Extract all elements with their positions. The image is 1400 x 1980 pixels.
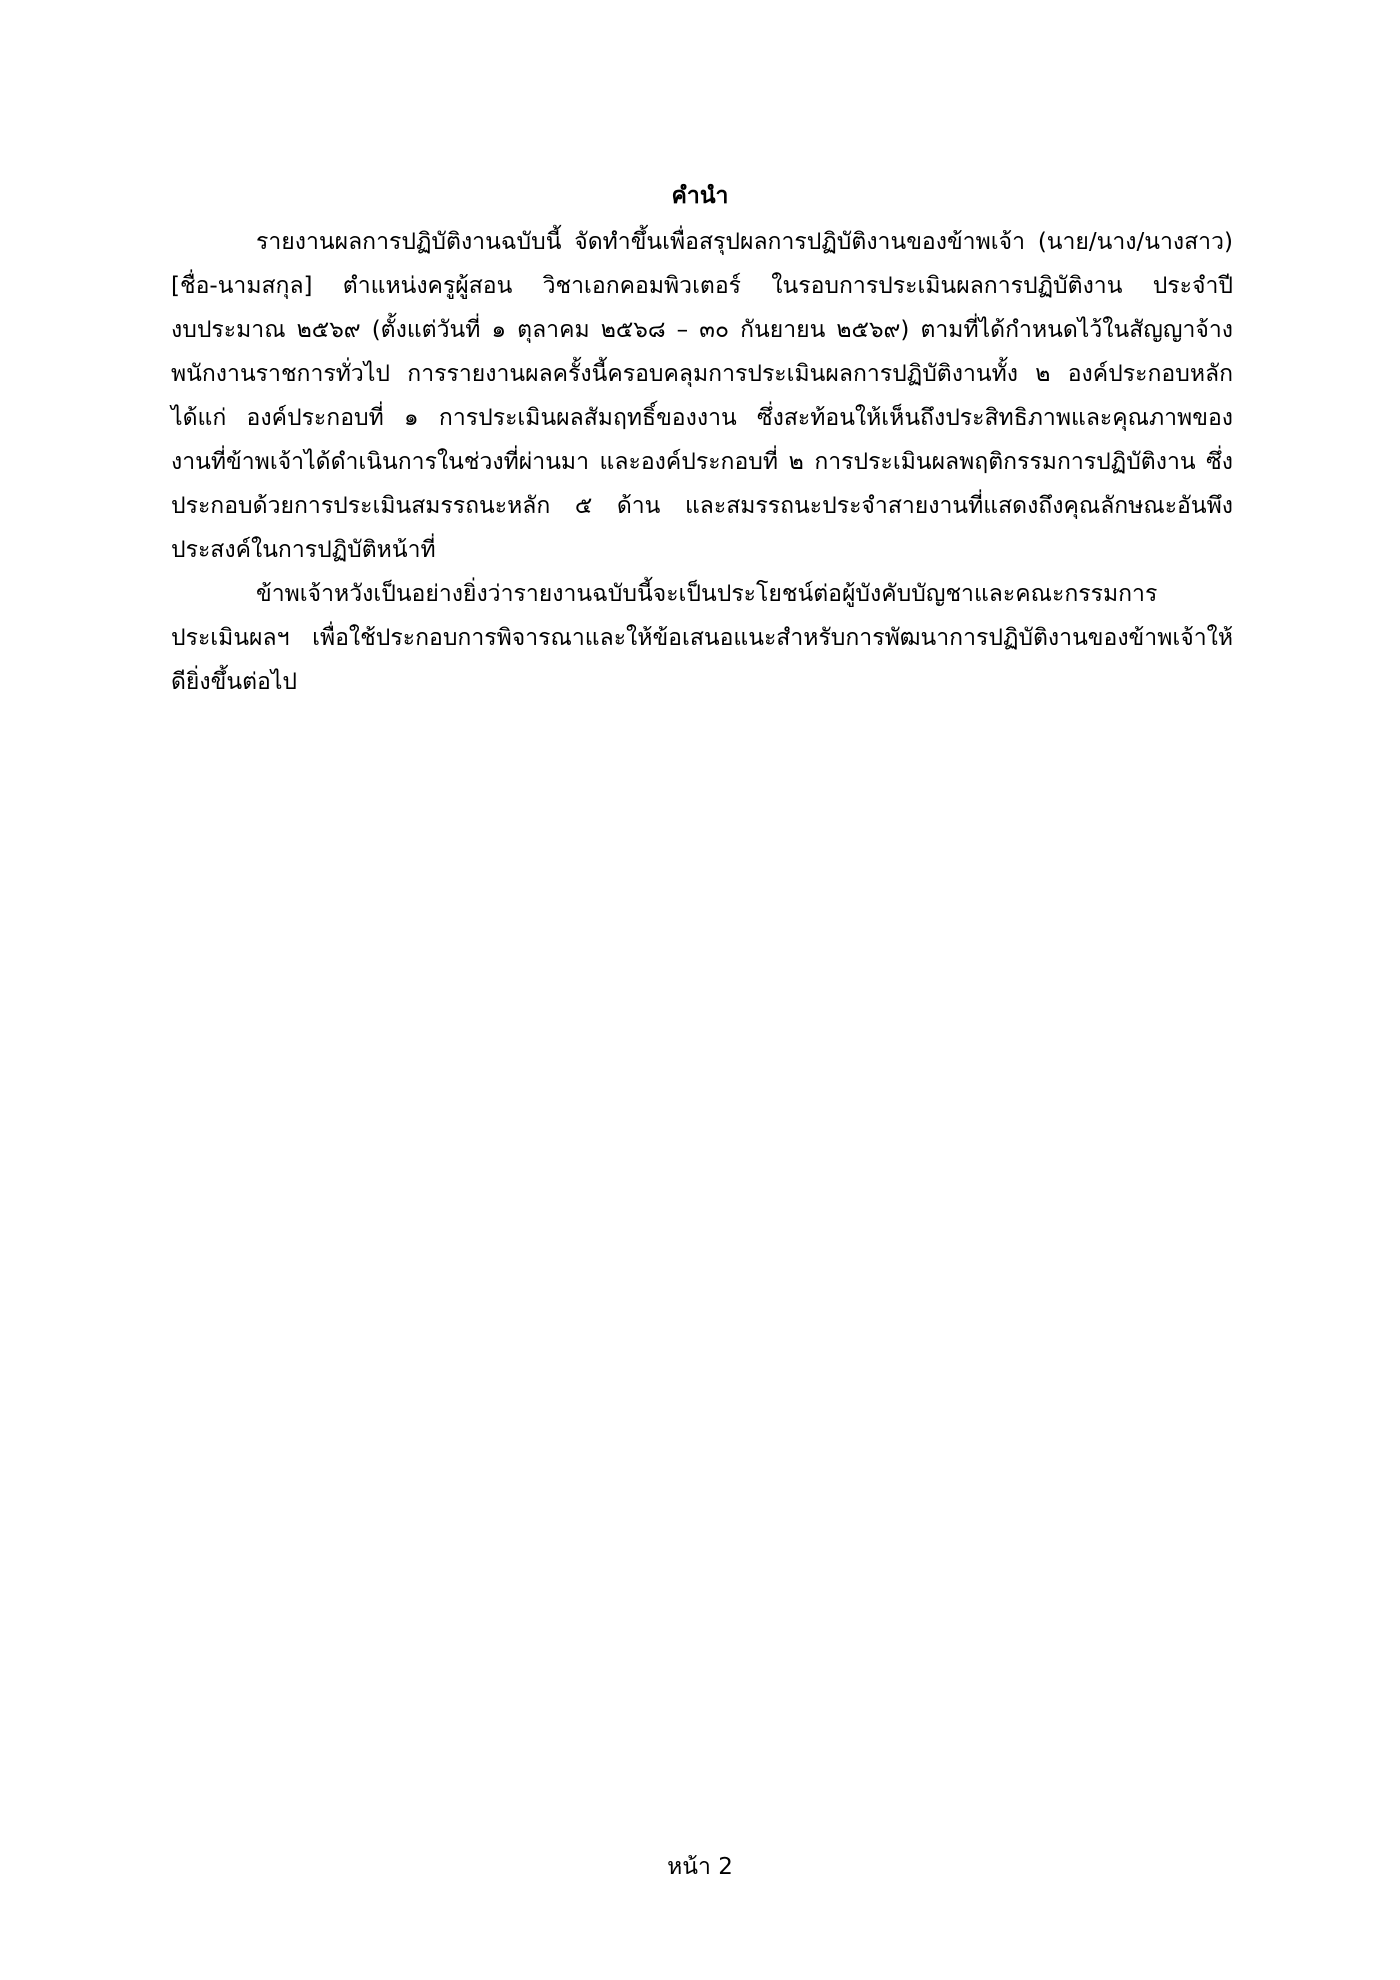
paragraph-line: ประกอบด้วยการประเมินสมรรถนะหลัก ๕ ด้าน และสมรรถนะประจำสายงานที่แสดงถึงคุณลักษณะอันพึง bbox=[171, 493, 1233, 519]
paragraph-line: พนักงานราชการทั่วไป การรายงานผลครั้งนี้ครอบคลุมการประเมินผลการปฏิบัติงานทั้ง ๒ องค์ประกอบหลัก bbox=[171, 361, 1233, 387]
page-number: หน้า 2 bbox=[667, 1854, 733, 1880]
paragraph-line: ประเมินผลฯ เพื่อใช้ประกอบการพิจารณาและให้ข้อเสนอแนะสำหรับการพัฒนาการปฏิบัติงานของข้าพเจ้าให้ bbox=[171, 625, 1233, 651]
paragraph-line: [ชื่อ-นามสกุล] ตำแหน่งครูผู้สอน วิชาเอกคอมพิวเตอร์ ในรอบการประเมินผลการปฏิบัติงาน ประจำปี bbox=[171, 273, 1233, 299]
paragraph-line: ประสงค์ในการปฏิบัติหน้าที่ bbox=[171, 537, 436, 563]
paragraph-line: งานที่ข้าพเจ้าได้ดำเนินการในช่วงที่ผ่านมา และองค์ประกอบที่ ๒ การประเมินผลพฤติกรรมการปฏิบัติงาน ซึ่ง bbox=[171, 449, 1233, 475]
paragraph-line: รายงานผลการปฏิบัติงานฉบับนี้ จัดทำขึ้นเพื่อสรุปผลการปฏิบัติงานของข้าพเจ้า (นาย/นาง/นางสาว) bbox=[256, 229, 1233, 255]
paragraph-line: ได้แก่ องค์ประกอบที่ ๑ การประเมินผลสัมฤทธิ์ของงาน ซึ่งสะท้อนให้เห็นถึงประสิทธิภาพและคุณภาพของ bbox=[171, 405, 1233, 431]
document-title: คำนำ bbox=[671, 183, 729, 209]
paragraph-line: งบประมาณ ๒๕๖๙ (ตั้งแต่วันที่ ๑ ตุลาคม ๒๕๖๘ – ๓๐ กันยายน ๒๕๖๙) ตามที่ได้กำหนดไว้ในสัญญาจ้าง bbox=[171, 317, 1233, 343]
paragraph-line: ข้าพเจ้าหวังเป็นอย่างยิ่งว่ารายงานฉบับนี้จะเป็นประโยชน์ต่อผู้บังคับบัญชาและคณะกรรมการ bbox=[256, 581, 1158, 607]
paragraph-line: ดียิ่งขึ้นต่อไป bbox=[171, 669, 298, 695]
